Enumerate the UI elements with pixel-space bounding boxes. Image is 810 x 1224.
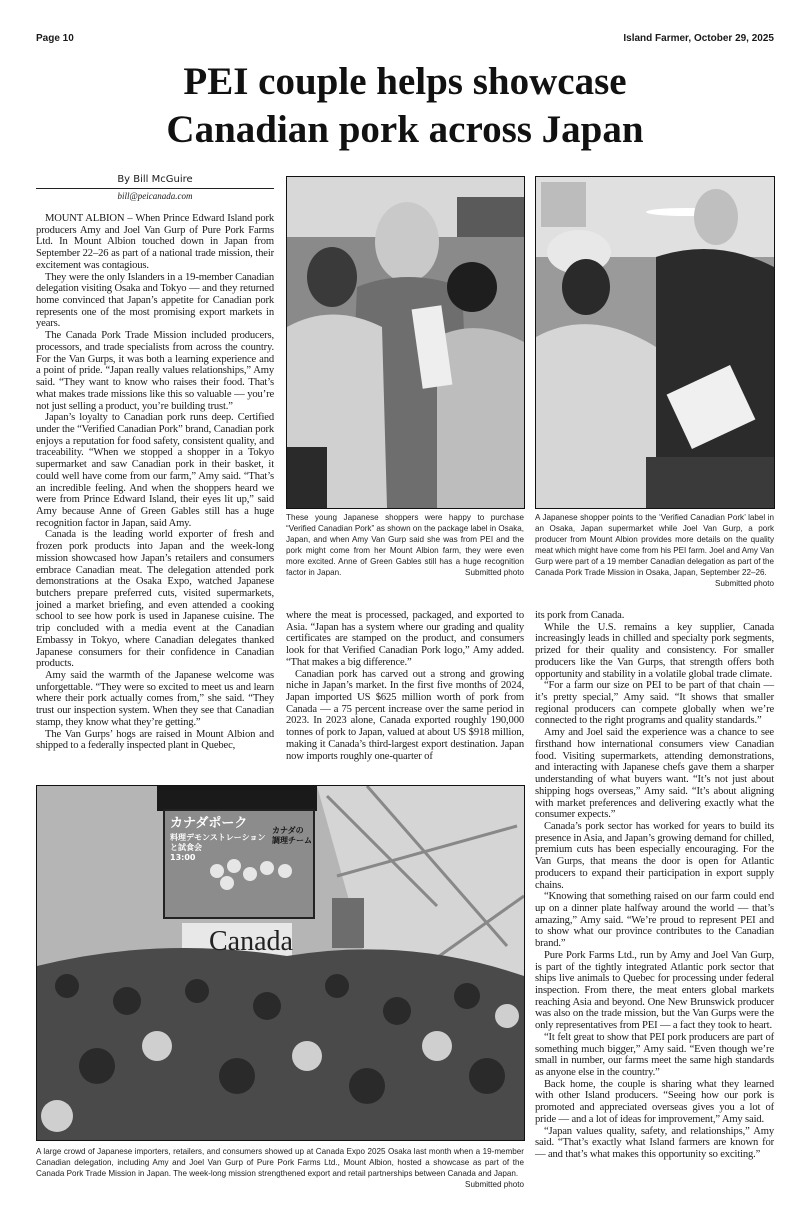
screen-subtitle [170, 833, 265, 863]
paragraph: While the U.S. remains a key supplier, Canada increasingly leads in chilled and specialty pork segments, prized for their quality and consistency. For smaller producers like the Van Gurps, that strength offers both opportunity and stability in a volatile global trade climate. [535, 621, 774, 680]
byline: By Bill McGuire [36, 174, 274, 189]
photo-expo [36, 785, 525, 1141]
paragraph: “Knowing that something raised on our farm could end up on a dinner plate halfway around the world — that’s amazing,” Amy said. “We’re proud to represent PEI and to show what our province contributes to the Canadian brand.” [535, 891, 774, 950]
paragraph: “It felt great to show that PEI pork producers are part of something much bigger,” Amy said. “Even though we’re small in number, our farms meet the same high standards as anyone else in the country.” [535, 1031, 774, 1079]
screen-title: カナダポーク [170, 816, 248, 831]
headline [30, 58, 780, 154]
photo-credit: Submitted photo [465, 1180, 524, 1189]
screen-subtitle-line: と試食会 [170, 843, 202, 852]
paragraph: Canada is the leading world exporter of fresh and frozen pork products into Japan and the week-long mission showcased how Japan’s retailers and consumers embrace Canadian meat. The delegation attended pork demonstrations at the Osaka Expo, watched Japanese butchers prepare preferred cuts, visited supermarkets, joined a market briefing, and even attended a cooking school to see how pork is used in Japanese cuisine. The trip concluded with a media event at the Canadian Embassy in Tokyo, where Canadian delegates thanked Japanese consumers for their confidence in Canadian products. [36, 529, 274, 670]
canada-banner: Canada [209, 926, 293, 957]
screen-subtitle-line: 料理デモンストレーション [170, 833, 266, 842]
screen-team-line: カナダの [272, 826, 304, 835]
paragraph: The Van Gurps’ hogs are raised in Mount Albion and shipped to a federally inspected plant in Quebec, [36, 728, 274, 752]
author-email[interactable]: bill@peicanada.com [117, 191, 193, 201]
photo-credit: Submitted photo [715, 579, 774, 588]
paragraph: The Canada Pork Trade Mission included producers, processors, and trade specialists from across the country. For the Van Gurps, it was both a learning experience and a point of pride. “Japan really values relationships,” Amy said. “They want to know who raises their food. That’s what makes trade missions like this so valuable — you’re not just selling a product, you’re building trust.” [36, 330, 274, 412]
screen-team [272, 826, 312, 846]
photo-supermarket-caption [535, 512, 774, 589]
screen-team-line: 調理チーム [272, 836, 312, 845]
article-column-1 [36, 213, 274, 752]
paragraph: “For a farm our size on PEI to be part of that chain — it’s pretty special,” Amy said. “It shows that smaller regional producers can compete globally when we’re connected to the right programs and quality standards.” [535, 680, 774, 727]
paragraph: Canada’s pork sector has worked for years to build its presence in Asia, and Japan’s growing demand for chilled, premium cuts has been especially encouraging. For the Van Gurps, that means the door is open for Atlantic producers to expand their participation in export supply chains. [535, 820, 774, 891]
paragraph: Amy and Joel said the experience was a chance to see firsthand how international consumers view Canadian food. Visiting supermarkets, attending demonstrations, and interacting with Japanese chefs gave them a sharper understanding of what buyers want. “It’s not just about shipping hogs overseas,” Amy said. “It’s about aligning with market preferences and delivering exactly what the consumer expects.” [535, 727, 774, 821]
headline-line-2: Canadian pork across Japan [166, 108, 644, 151]
screen-time: 13:00 [170, 853, 196, 862]
paragraph: They were the only Islanders in a 19-member Canadian delegation visiting Osaka and Tokyo — and they returned home convinced that Japan’s appetite for Canadian pork represents one of the most promising export markets in years. [36, 271, 274, 330]
paragraph: MOUNT ALBION – When Prince Edward Island pork producers Amy and Joel Van Gurp of Pure Pork Farms Ltd. In Mount Albion touched down in Japan from September 22–26 as part of a national trade mission, their excitement was contagious. [36, 213, 274, 271]
headline-line-1: PEI couple helps showcase [183, 60, 627, 103]
publication-date: Island Farmer, October 29, 2025 [623, 33, 774, 44]
paragraph: its pork from Canada. [535, 610, 625, 621]
page-number: Page 10 [36, 33, 74, 44]
photo-expo-caption [36, 1146, 524, 1190]
paragraph: Amy said the warmth of the Japanese welcome was unforgettable. “They were so excited to meet us and learn where their pork actually comes from,” she said. “They trust our inspection system. When they see that Canadian stamp, they know what they’re getting.” [36, 670, 274, 728]
photo-credit: Submitted photo [465, 568, 524, 577]
caption-text: A large crowd of Japanese importers, retailers, and consumers showed up at Canada Expo 2025 Osaka last month when a 19-member Canadian delegation, including Amy and Joel Van Gurp of Pure Pork Farms Ltd., Mount Albion, hosted a showcase as part of the Canada Pork Trade Mission in Japan. The week-long mission strengthened export and retail partnerships between Canada and Japan. [36, 1147, 524, 1178]
article-column-2 [286, 610, 524, 762]
article-column-3 [535, 610, 774, 1161]
photo-shoppers-caption [286, 512, 524, 578]
paragraph: where the meat is processed, packaged, and exported to Asia. “Japan has a system where our grading and quality certificates are stamped on the product, and consumers look for that Verified Canadian Pork logo,” Amy added. “That makes a big difference.” [286, 610, 524, 668]
paragraph: “Japan values quality, safety, and relationships,” Amy said. “That’s exactly what Island farmers are known for — and that’s what makes this opportunity so exciting.” [535, 1125, 774, 1161]
paragraph: Pure Pork Farms Ltd., run by Amy and Joel Van Gurp, is part of the tightly integrated Atlantic pork sector that ships live animals to Quebec for processing under federal inspection. From there, the meat enters global markets reaching Asia and beyond. One New Brunswick producer was also on the trade mission, but the Van Gurps were the only representatives from PEI — a fact they took to heart. [535, 949, 774, 1032]
paragraph: Back home, the couple is sharing what they learned with other Island producers. “Seeing how our pork is promoted and appreciated overseas gives you a lot of pride — and a lot of ideas for improvement,” Amy said. [535, 1078, 774, 1125]
caption-text: These young Japanese shoppers were happy to purchase “Verified Canadian Pork” as shown on the package label in Osaka, Japan, and when Amy Van Gurp said she was from PEI and the pork might come from her Mount Albion farm, they were even more excited. Anne of Green Gables still has a huge recognition factor in Japan. [286, 513, 525, 577]
photo-supermarket [535, 176, 775, 509]
photo-shoppers [286, 176, 525, 509]
paragraph: Japan’s loyalty to Canadian pork runs deep. Certified under the “Verified Canadian Pork” brand, Canadian pork enjoys a reputation for food safety, consistent quality, and traceability. “When we stopped a shopper in a Tokyo supermarket and saw Canadian pork in their basket, it could well have come from our farm,” Amy said. “That’s an incredible feeling. And when the shoppers heard we were from Prince Edward Island, their eyes lit up,” said Amy because Anne of Green Gables still has a huge recognition factor in Japan, said Amy. [36, 412, 274, 529]
paragraph: Canadian pork has carved out a strong and growing niche in Japan’s market. In the first five months of 2024, Japan imported US $625 million worth of pork from Canada — a 75 percent increase over the same period in 2023. In 2023 alone, Canada exported roughly 190,000 tonnes of pork to Japan, valued at about US $918 million, making it Canada’s third-largest export destination. Japan now imports roughly one-quarter of [286, 668, 524, 762]
caption-text: A Japanese shopper points to the ‘Verified Canadian Pork’ label in an Osaka, Japan supermarket while Joel Van Gurp, a pork producer from Mount Albion provides more details on the quality meat which might have come from his PEI farm. Joel and Amy Van Gurp were part of a 19 member Canadian delegation as part of the Canada Pork Trade Mission in Osaka, Japan, September 22–26. [535, 513, 774, 577]
